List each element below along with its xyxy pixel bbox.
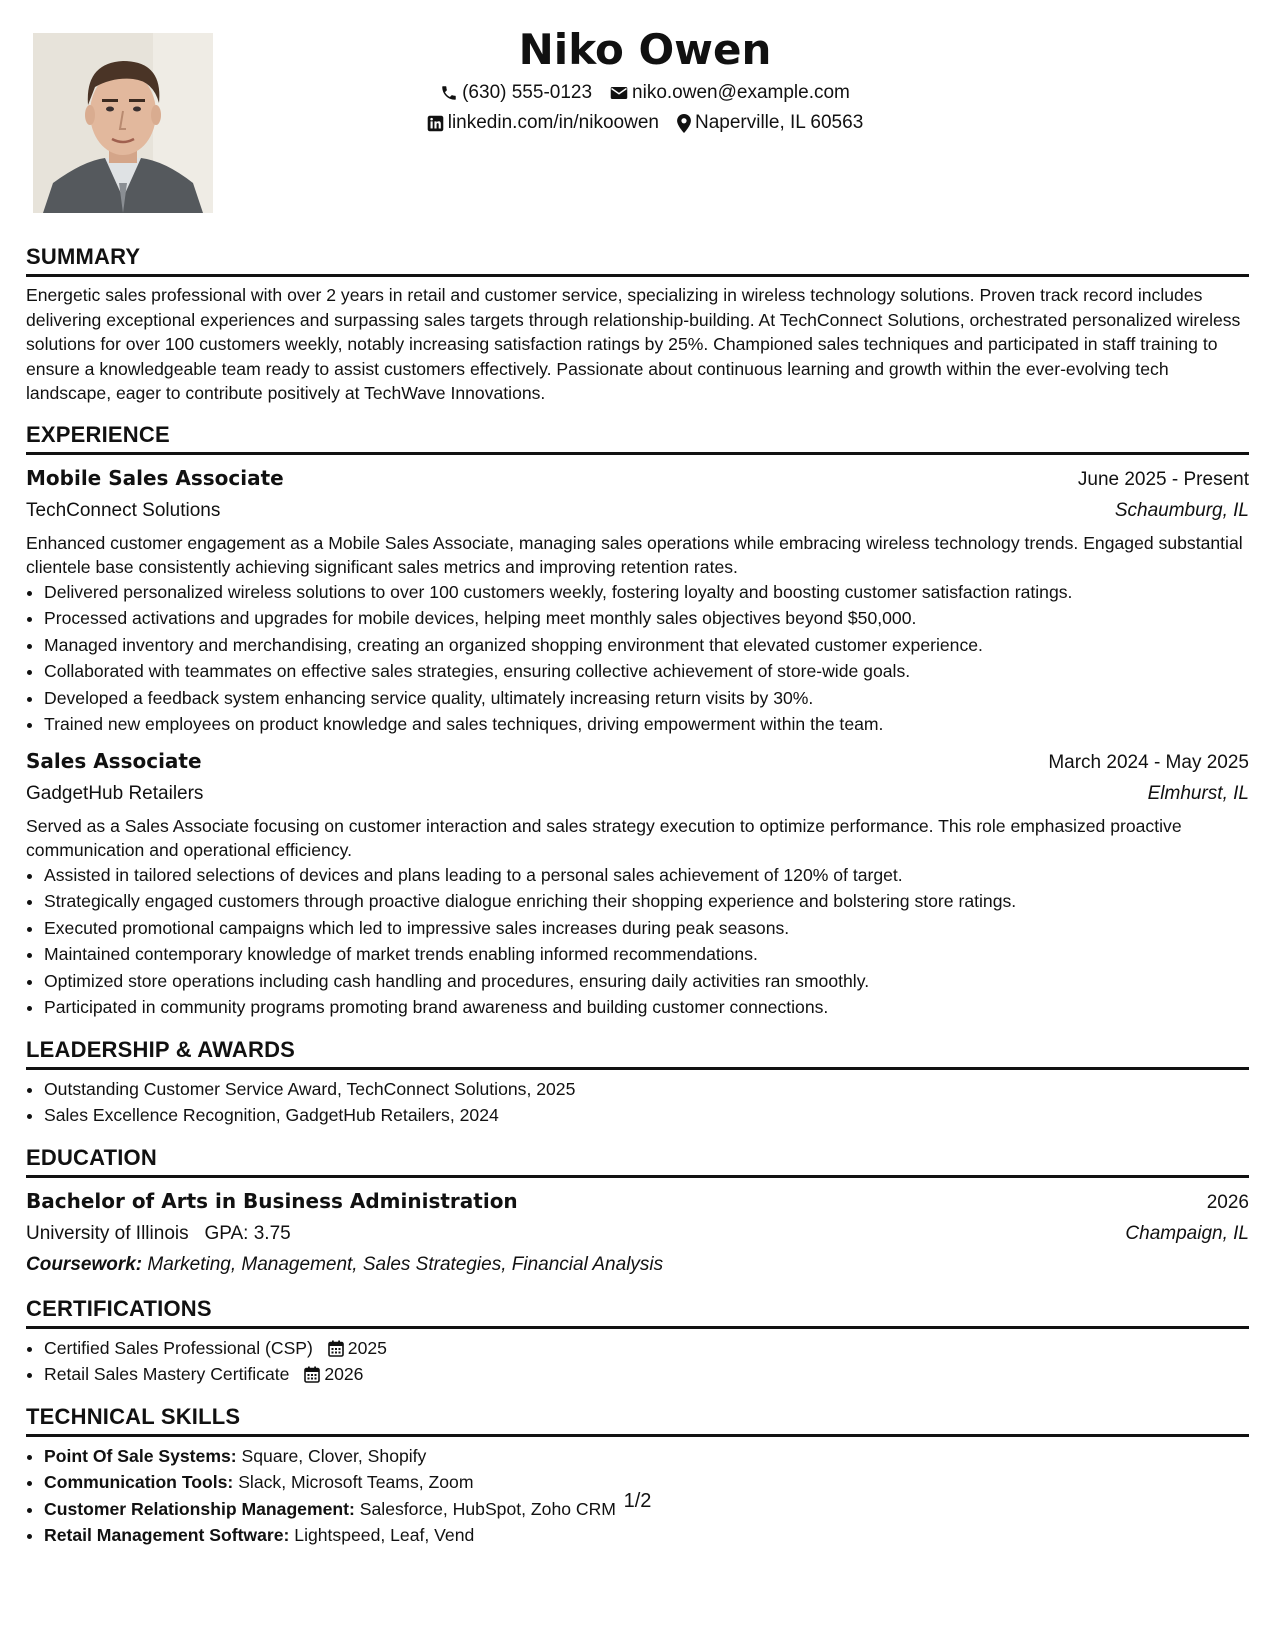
email-text[interactable]: niko.owen@example.com <box>632 82 850 103</box>
summary-section <box>26 242 1249 406</box>
job-company: TechConnect Solutions <box>26 499 221 521</box>
email-contact[interactable] <box>610 78 850 108</box>
skills-section <box>26 1402 1249 1549</box>
certifications-heading: CERTIFICATIONS <box>26 1294 1249 1329</box>
skill-value: Square, Clover, Shopify <box>241 1445 427 1466</box>
skill-label: Communication Tools: <box>44 1472 234 1492</box>
contact-line-2 <box>260 108 1030 138</box>
list-item: • Developed a feedback system enhancing service quality, ultimately increasing return visits by 30%. <box>44 685 1249 712</box>
linkedin-text[interactable]: linkedin.com/in/nikoowen <box>447 112 659 133</box>
page-number: 1/2 <box>623 1490 652 1512</box>
school-line <box>26 1218 291 1250</box>
degree-year: 2026 <box>1206 1191 1249 1213</box>
skill-value: Slack, Microsoft Teams, Zoom <box>238 1472 474 1492</box>
list-item: • Participated in community programs promoting brand awareness and building customer connections. <box>44 994 1249 1021</box>
list-item <box>44 1522 1249 1549</box>
job-title: Mobile Sales Associate <box>26 465 284 490</box>
resume-header <box>260 22 1030 138</box>
experience-section <box>26 420 1249 1021</box>
certifications-section <box>26 1294 1249 1388</box>
job-description: Enhanced customer engagement as a Mobile Sales Associate, managing sales operations while embracing wireless technology trends. Engaged substantial clientele base consistently achieving significant sales metrics and improving retention rates. <box>26 532 1243 577</box>
list-item: • Sales Excellence Recognition, GadgetHub Retailers, 2024 <box>44 1102 1249 1129</box>
list-item: • Strategically engaged customers through proactive dialogue enriching their shopping experience and bolstering store ratings. <box>44 888 1249 915</box>
gpa: GPA: 3.75 <box>204 1222 291 1244</box>
degree-title: Bachelor of Arts in Business Administration <box>26 1188 518 1213</box>
awards-heading: LEADERSHIP & AWARDS <box>26 1035 1249 1070</box>
profile-photo <box>33 33 213 213</box>
cert-year: 2025 <box>347 1337 387 1358</box>
job-location: Schaumburg, IL <box>1114 499 1249 521</box>
cert-name: Retail Sales Mastery Certificate <box>44 1364 290 1384</box>
education-heading: EDUCATION <box>26 1143 1249 1178</box>
list-item: • Trained new employees on product knowledge and sales techniques, driving empowerment within the team. <box>44 711 1249 738</box>
job-bullets <box>26 862 1249 1021</box>
job-title: Sales Associate <box>26 748 202 773</box>
job-company: GadgetHub Retailers <box>26 782 204 804</box>
job-location: Elmhurst, IL <box>1147 782 1249 804</box>
awards-section <box>26 1035 1249 1129</box>
calendar-icon <box>328 1340 344 1357</box>
job-dates: June 2025 - Present <box>1077 468 1249 490</box>
list-item <box>44 1443 1249 1470</box>
coursework <box>26 1250 1249 1280</box>
list-item <box>44 1335 1249 1362</box>
cert-year: 2026 <box>324 1364 364 1384</box>
list-item: • Processed activations and upgrades for mobile devices, helping meet monthly sales objectives beyond $50,000. <box>44 605 1249 632</box>
list-item: • Managed inventory and merchandising, creating an organized shopping environment that elevated customer experience. <box>44 632 1249 659</box>
skill-label: Point Of Sale Systems: <box>44 1445 237 1466</box>
skill-label: Customer Relationship Management: <box>44 1498 355 1519</box>
job-entry <box>26 463 1249 738</box>
skills-heading: TECHNICAL SKILLS <box>26 1402 1249 1437</box>
job-description: Served as a Sales Associate focusing on customer interaction and sales strategy execution to optimize performance. This role emphasized proactive communication and operational efficiency. <box>26 815 1182 860</box>
summary-text: Energetic sales professional with over 2 years in retail and customer service, specializing in wireless technology solutions. Proven track record includes delivering exceptional experiences and surpassing sales targets through relationship-building. At TechConnect Solutions, orchestrated personalized wireless solutions for over 100 customers weekly, notably increasing satisfaction ratings by 25%. Championed sales techniques and participated in staff training to ensure a knowledgeable team ready to assist customers effectively. Passionate about continuous learning and growth within the ever-evolving tech landscape, eager to contribute positively at TechWave Innovations. <box>26 285 1241 403</box>
awards-list <box>26 1076 1249 1129</box>
candidate-name: Niko Owen <box>518 25 772 74</box>
coursework-label: Coursework: <box>26 1253 143 1275</box>
phone-icon <box>440 84 458 102</box>
certifications-list <box>26 1335 1249 1388</box>
list-item: • Collaborated with teammates on effective sales strategies, ensuring collective achievement of store-wide goals. <box>44 658 1249 685</box>
job-dates: March 2024 - May 2025 <box>1048 751 1249 773</box>
skill-label: Retail Management Software: <box>44 1525 290 1545</box>
phone-text: (630) 555-0123 <box>462 82 593 103</box>
skill-value: Lightspeed, Leaf, Vend <box>294 1525 475 1545</box>
contact-line-1 <box>260 78 1030 108</box>
list-item: • Maintained contemporary knowledge of market trends enabling informed recommendations. <box>44 941 1249 968</box>
coursework-list: Marketing, Management, Sales Strategies, Financial Analysis <box>147 1253 664 1275</box>
school-name: University of Illinois <box>26 1222 189 1244</box>
list-item: • Optimized store operations including cash handling and procedures, ensuring daily activities ran smoothly. <box>44 968 1249 995</box>
list-item: • Delivered personalized wireless solutions to over 100 customers weekly, fostering loyalty and boosting customer satisfaction ratings. <box>44 579 1249 606</box>
envelope-icon <box>610 85 628 101</box>
job-entry <box>26 746 1249 1021</box>
job-bullets <box>26 579 1249 738</box>
skill-value: Salesforce, HubSpot, Zoho CRM <box>359 1498 616 1519</box>
map-pin-icon <box>677 114 691 133</box>
cert-name: Certified Sales Professional (CSP) <box>44 1337 313 1358</box>
list-item: • Executed promotional campaigns which led to impressive sales increases during peak seasons. <box>44 915 1249 942</box>
list-item <box>44 1361 1249 1388</box>
calendar-icon <box>304 1366 320 1383</box>
linkedin-contact[interactable] <box>427 108 659 138</box>
education-section <box>26 1143 1249 1280</box>
linkedin-icon <box>427 115 444 132</box>
phone-contact <box>440 78 592 108</box>
resume-body <box>26 242 1249 1563</box>
experience-heading: EXPERIENCE <box>26 420 1249 455</box>
summary-heading: SUMMARY <box>26 242 1249 277</box>
location-text: Naperville, IL 60563 <box>694 112 864 133</box>
list-item: • Assisted in tailored selections of devices and plans leading to a personal sales achievement of 120% of target. <box>44 862 1249 889</box>
list-item: • Outstanding Customer Service Award, TechConnect Solutions, 2025 <box>44 1076 1249 1103</box>
school-location: Champaign, IL <box>1125 1222 1249 1244</box>
location-contact <box>677 108 863 138</box>
